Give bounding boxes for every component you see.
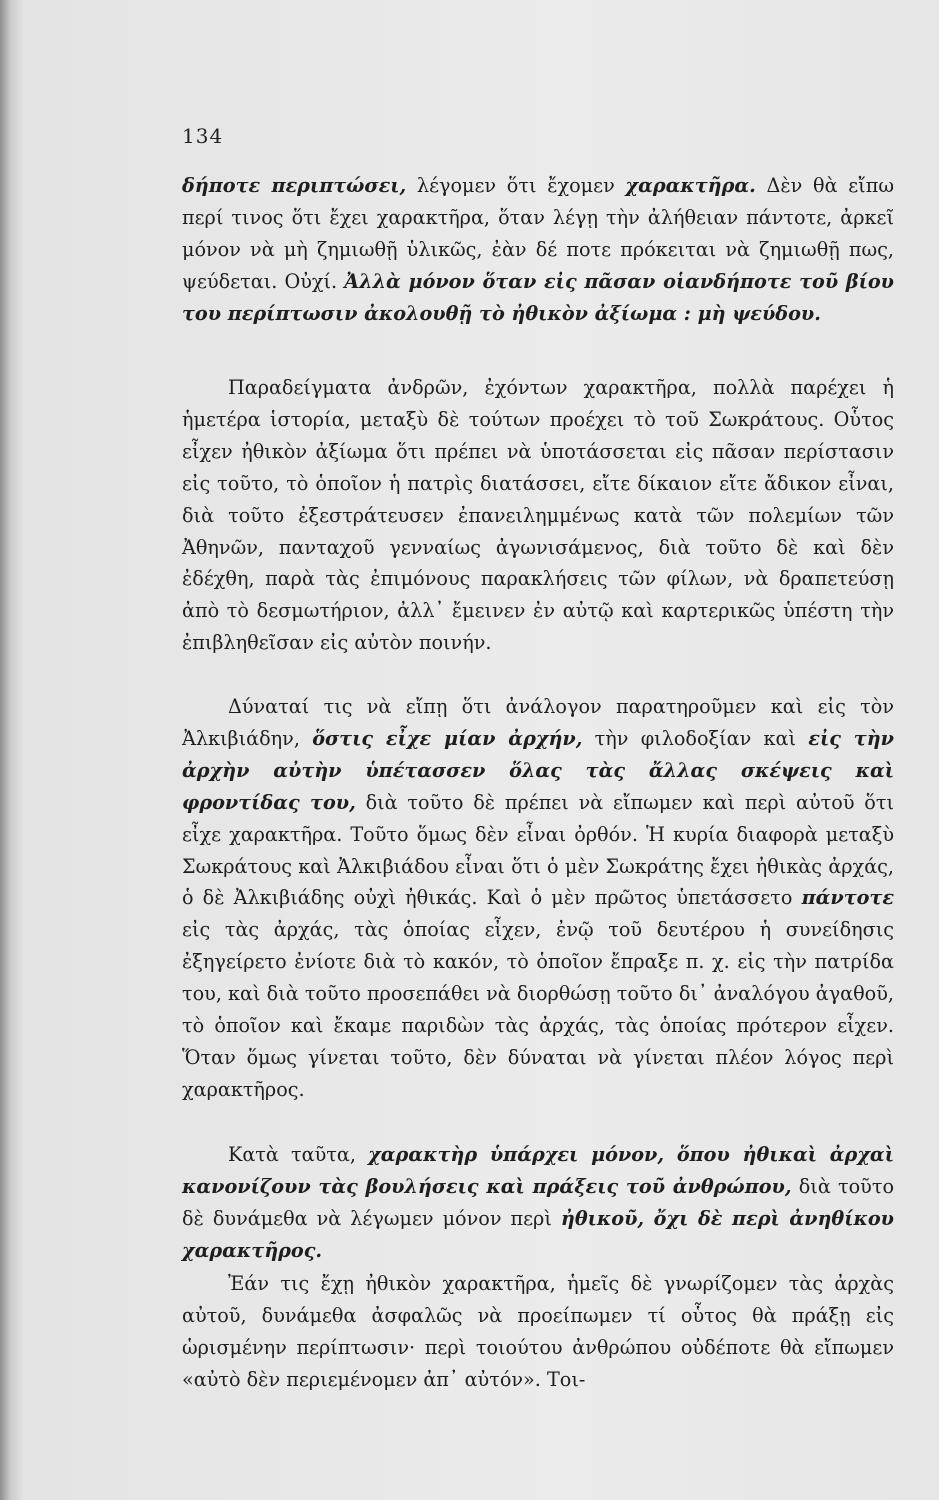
emphasized-text: δήποτε περιπτώσει, <box>182 174 407 197</box>
emphasized-text: χαρακτὴρ ὑπάρχει μόνον, ὅπου ἠθικαὶ ἀρχαὶ κανονίζουν τὰς βουλήσεις καὶ πράξεις τοῦ ἀνθρώπου, <box>182 1143 894 1198</box>
paragraph-1 <box>182 170 894 330</box>
emphasized-text: ἠθικοῦ, ὄχι δὲ περὶ ἀνηθίκου χαρακτῆρος. <box>182 1206 894 1262</box>
emphasized-text: εἰς τὴν ἀρχὴν αὐτὴν ὑπέτασσεν ὅλας τὰς ἄλλας σκέψεις καὶ φροντίδας του, <box>182 726 894 814</box>
emphasized-text: Ἀλλὰ μόνον ὅταν εἰς πᾶσαν οἱανδήποτε τοῦ βίου του περίπτωσιν ἀκολουθῇ τὸ ἠθικὸν ἀξίωμα : μὴ ψεύδου. <box>182 269 894 325</box>
body-text: λέγομεν ὅτι ἔχομεν <box>406 174 626 197</box>
emphasized-text: ὅστις εἶχε μίαν ἀρχήν, <box>312 726 583 750</box>
paragraph-2 <box>182 372 894 659</box>
paragraph-4 <box>182 1139 894 1267</box>
body-text: Ἐάν τις ἔχῃ ἠθικὸν χαρακτῆρα, ἡμεῖς δὲ γνωρίζομεν τὰς ἀρχὰς αὐτοῦ, δυνάμεθα ἀσφαλῶς νὰ προείπωμεν τί οὗτος θὰ πράξῃ εἰς ὡρισμένην περίπτωσιν· περὶ τοιούτου ἀνθρώπου οὐδέποτε θὰ εἴπωμεν «αὐτὸ δὲν περιεμένομεν ἀπ᾽ αὐτόν». Τοι- <box>182 1272 894 1391</box>
body-text: Δύναταί τις νὰ εἴπῃ ὅτι ἀνάλογον παρατηροῦμεν καὶ εἰς τὸν Ἀλκιβιάδην, <box>182 695 894 750</box>
body-text: διὰ τοῦτο δὲ πρέπει νὰ εἴπωμεν καὶ περὶ αὐτοῦ ὅτι εἶχε χαρακτῆρα. Τοῦτο ὅμως δὲν εἶναι ὀρθόν. Ἡ κυρία διαφορὰ μεταξὺ Σωκράτους καὶ Ἀλκιβιάδου εἶναι ὅτι ὁ μὲν Σωκράτης ἔχει ἠθικὰς ἀρχάς, ὁ δὲ Ἀλκιβιάδης οὐχὶ ἠθικάς. Καὶ ὁ μὲν πρῶτος ὑπετάσσετο <box>182 790 894 910</box>
body-text: Παραδείγματα ἀνδρῶν, ἐχόντων χαρακτῆρα, πολλὰ παρέχει ἡ ἡμετέρα ἱστορία, μεταξὺ δὲ τούτων προέχει τὸ τοῦ Σωκράτους. Οὗτος εἶχεν ἠθικὸν ἀξίωμα ὅτι πρέπει νὰ ὑποτάσσεται εἰς πᾶσαν περίστασιν εἰς τοῦτο, τὸ ὁποῖον ἡ πατρὶς διατάσσει, εἴτε δίκαιον εἴτε ἄδικον εἶναι, διὰ τοῦτο ἐξεστράτευσεν ἐπανειλημμένως κατὰ τῶν πολεμίων τῶν Ἀθηνῶν, πανταχοῦ γενναίως ἀγωνισάμενος, διὰ τοῦτο δὲ καὶ δὲν ἐδέχθη, παρὰ τὰς ἐπιμόνους παρακλήσεις τῶν φίλων, νὰ δραπετεύσῃ ἀπὸ τὸ δεσμωτήριον, ἀλλ᾽ ἔμεινεν ἐν αὐτῷ καὶ καρτερικῶς ὑπέστη τὴν ἐπιβληθεῖσαν εἰς αὐτὸν ποινήν. <box>182 376 894 655</box>
emphasized-text: πάντοτε <box>801 886 894 910</box>
body-text: εἰς τὰς ἀρχάς, τὰς ὁποίας εἶχεν, ἐνῷ τοῦ δευτέρου ἡ συνείδησις ἐξηγείρετο ἐνίοτε διὰ τὸ κακόν, τὸ ὁποῖον ἔπραξε π. χ. εἰς τὴν πατρίδα του, καὶ διὰ τοῦτο προσεπάθει νὰ διορθώσῃ τοῦτο δι᾽ ἀναλόγου ἀγαθοῦ, τὸ ὁποῖον καὶ ἔκαμε παριδὼν τὰς ἀρχάς, τὰς ὁποίας πρότερον εἶχεν. Ὅταν ὅμως γίνεται τοῦτο, δὲν δύναται νὰ γίνεται πλέον λόγος περὶ χαρακτῆρος. <box>182 918 894 1101</box>
body-text: Κατὰ ταῦτα, <box>228 1143 369 1166</box>
page-number: 134 <box>182 124 224 148</box>
paragraph-5 <box>182 1268 894 1396</box>
body-text: διὰ τοῦτο δὲ δυνάμεθα νὰ λέγωμεν μόνον περὶ <box>182 1174 894 1230</box>
body-text: τὴν φιλοδοξίαν καὶ <box>582 726 809 750</box>
body-text: Δὲν θὰ εἴπω περί τινος ὅτι ἔχει χαρακτῆρα, ὅταν λέγῃ τὴν ἀλήθειαν πάντοτε, ἀρκεῖ μόνον νὰ μὴ ζημιωθῇ ὑλικῶς, ἐὰν δέ ποτε πρόκειται νὰ ζημιωθῇ πως, ψεύδεται. Οὐχί. <box>182 174 894 293</box>
paragraph-3 <box>182 691 894 1106</box>
emphasized-text: χαρακτῆρα. <box>625 174 756 197</box>
